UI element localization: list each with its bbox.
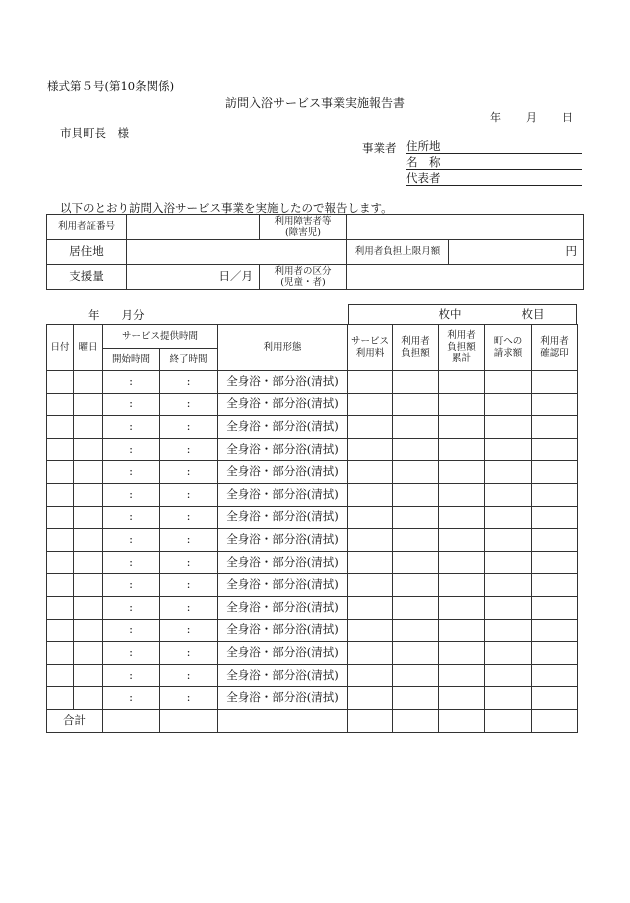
fee-cell[interactable] xyxy=(348,596,393,619)
start-time-cell-text: : xyxy=(129,554,133,569)
town-claim-cell[interactable] xyxy=(485,371,532,394)
cumulative-cell[interactable] xyxy=(439,506,485,529)
residence-label: 居住地 xyxy=(47,240,127,265)
cumulative-cell[interactable] xyxy=(439,551,485,574)
cumulative-cell[interactable] xyxy=(439,574,485,597)
usage-cell-text: 全身浴・部分浴(清拭) xyxy=(226,464,339,479)
total-cell[interactable] xyxy=(393,709,439,732)
cumulative-cell[interactable] xyxy=(439,664,485,687)
burden-cell[interactable] xyxy=(393,596,439,619)
usage-cell-text: 全身浴・部分浴(清拭) xyxy=(226,599,339,614)
fee-cell[interactable] xyxy=(348,438,393,461)
table-row xyxy=(47,371,578,394)
form-number: 様式第５号(第10条関係) xyxy=(47,79,175,93)
category-label-line2: (児童・者) xyxy=(280,277,326,288)
col-burden-header xyxy=(393,325,439,371)
table-row xyxy=(47,687,578,710)
col-cumulative-line2: 負担額 xyxy=(447,341,476,353)
usage-cell-text: 全身浴・部分浴(清拭) xyxy=(226,622,339,637)
weekday-cell[interactable] xyxy=(74,619,103,642)
town-claim-cell[interactable] xyxy=(485,664,532,687)
end-time-cell[interactable] xyxy=(160,551,218,574)
cumulative-cell[interactable] xyxy=(439,438,485,461)
cap-input[interactable] xyxy=(449,240,584,265)
start-time-cell-text: : xyxy=(129,373,133,388)
sheet-count-cell[interactable] xyxy=(349,305,577,325)
fee-cell[interactable] xyxy=(348,574,393,597)
table-row xyxy=(47,393,578,416)
usage-cell-text: 全身浴・部分浴(清拭) xyxy=(226,441,339,456)
usage-cell[interactable] xyxy=(218,461,348,484)
col-cumulative-line1: 利用者 xyxy=(447,330,476,342)
end-time-cell[interactable] xyxy=(160,664,218,687)
cumulative-cell[interactable] xyxy=(439,461,485,484)
start-time-cell-text: : xyxy=(129,667,133,682)
confirm-cell[interactable] xyxy=(532,574,578,597)
date-cell[interactable] xyxy=(47,416,74,439)
total-cell[interactable] xyxy=(103,709,160,732)
start-time-cell[interactable] xyxy=(103,619,160,642)
weekday-cell[interactable] xyxy=(74,529,103,552)
col-usage-header: 利用形態 xyxy=(218,325,348,371)
burden-cell[interactable] xyxy=(393,393,439,416)
col-town-claim-line2: 請求額 xyxy=(493,347,523,359)
confirm-cell[interactable] xyxy=(532,619,578,642)
fee-cell[interactable] xyxy=(348,371,393,394)
usage-cell-text: 全身浴・部分浴(清拭) xyxy=(226,645,339,660)
end-time-cell[interactable] xyxy=(160,416,218,439)
usage-cell-text: 全身浴・部分浴(清拭) xyxy=(226,396,339,411)
start-time-cell[interactable] xyxy=(103,642,160,665)
start-time-cell-text: : xyxy=(129,622,133,637)
intro-text: 以下のとおり訪問入浴サービス事業を実施したので報告します。 xyxy=(60,201,393,215)
burden-cell[interactable] xyxy=(393,664,439,687)
end-time-cell[interactable] xyxy=(160,393,218,416)
end-time-cell-text: : xyxy=(186,690,191,705)
start-time-cell-text: : xyxy=(129,645,133,660)
provider-name-field[interactable] xyxy=(406,154,582,170)
end-time-cell[interactable] xyxy=(160,529,218,552)
col-weekday-header: 曜日 xyxy=(74,325,103,371)
confirm-cell[interactable] xyxy=(532,438,578,461)
addressee: 市貝町長 様 xyxy=(60,126,129,140)
date-cell[interactable] xyxy=(47,393,74,416)
town-claim-cell[interactable] xyxy=(485,529,532,552)
confirm-cell[interactable] xyxy=(532,596,578,619)
total-cell[interactable] xyxy=(532,709,578,732)
end-time-cell-text: : xyxy=(186,464,191,479)
town-claim-cell[interactable] xyxy=(485,596,532,619)
fee-cell[interactable] xyxy=(348,506,393,529)
burden-cell[interactable] xyxy=(393,551,439,574)
page-title: 訪問入浴サービス事業実施報告書 xyxy=(224,96,405,110)
burden-cell[interactable] xyxy=(393,687,439,710)
end-time-cell[interactable] xyxy=(160,483,218,506)
cumulative-cell[interactable] xyxy=(439,393,485,416)
user-cert-no-label: 利用者証番号 xyxy=(47,215,127,240)
usage-cell-text: 全身浴・部分浴(清拭) xyxy=(226,554,339,569)
date-cell[interactable] xyxy=(47,574,74,597)
total-label: 合計 xyxy=(47,709,103,732)
confirm-cell[interactable] xyxy=(532,506,578,529)
cumulative-cell[interactable] xyxy=(439,529,485,552)
fee-cell[interactable] xyxy=(348,687,393,710)
user-info-table xyxy=(46,214,584,290)
date-cell[interactable] xyxy=(47,664,74,687)
town-claim-cell[interactable] xyxy=(485,619,532,642)
table-row xyxy=(47,461,578,484)
end-time-cell-text: : xyxy=(186,373,191,388)
confirm-cell[interactable] xyxy=(532,483,578,506)
cumulative-cell[interactable] xyxy=(439,687,485,710)
table-row xyxy=(47,551,578,574)
start-time-cell[interactable] xyxy=(103,551,160,574)
weekday-cell[interactable] xyxy=(74,551,103,574)
fee-cell[interactable] xyxy=(348,483,393,506)
usage-cell-text: 全身浴・部分浴(清拭) xyxy=(226,419,339,434)
usage-cell-text: 全身浴・部分浴(清拭) xyxy=(226,509,339,524)
date-cell[interactable] xyxy=(47,371,74,394)
end-time-cell[interactable] xyxy=(160,619,218,642)
fee-cell[interactable] xyxy=(348,393,393,416)
start-time-cell-text: : xyxy=(129,690,133,705)
cumulative-cell[interactable] xyxy=(439,642,485,665)
fee-cell[interactable] xyxy=(348,664,393,687)
end-time-cell[interactable] xyxy=(160,438,218,461)
disabled-user-label-line1: 利用障害者等 xyxy=(274,215,332,227)
col-burden-line2: 負担額 xyxy=(401,347,430,359)
days-per-month-unit: 日／月 xyxy=(218,269,253,284)
sheet-count-box xyxy=(348,304,577,325)
burden-cell[interactable] xyxy=(393,642,439,665)
col-confirm-header xyxy=(532,325,578,371)
fee-cell[interactable] xyxy=(348,416,393,439)
end-time-cell[interactable] xyxy=(160,596,218,619)
sheet-page-label: 枚目 xyxy=(521,306,545,321)
town-claim-cell[interactable] xyxy=(485,416,532,439)
table-row xyxy=(47,483,578,506)
service-record-table xyxy=(46,324,578,733)
end-time-cell[interactable] xyxy=(160,506,218,529)
category-input[interactable] xyxy=(347,265,584,290)
table-row xyxy=(47,619,578,642)
weekday-cell[interactable] xyxy=(74,506,103,529)
col-burden-line1: 利用者 xyxy=(401,336,430,348)
town-claim-cell[interactable] xyxy=(485,438,532,461)
end-time-cell[interactable] xyxy=(160,642,218,665)
total-cell[interactable] xyxy=(218,709,348,732)
provider-name-label: 名 称 xyxy=(406,155,441,169)
usage-cell[interactable] xyxy=(218,551,348,574)
usage-cell[interactable] xyxy=(218,506,348,529)
col-fee-line1: サービス xyxy=(351,336,390,348)
burden-cell[interactable] xyxy=(393,506,439,529)
total-cell[interactable] xyxy=(439,709,485,732)
usage-cell-text: 全身浴・部分浴(清拭) xyxy=(226,486,339,501)
date-cell[interactable] xyxy=(47,461,74,484)
date-cell[interactable] xyxy=(47,483,74,506)
end-time-cell-text: : xyxy=(186,577,191,592)
usage-cell-text: 全身浴・部分浴(清拭) xyxy=(226,667,339,682)
col-fee-header xyxy=(348,325,393,371)
town-claim-cell[interactable] xyxy=(485,506,532,529)
fee-cell[interactable] xyxy=(348,461,393,484)
table-row xyxy=(47,416,578,439)
usage-cell-text: 全身浴・部分浴(清拭) xyxy=(226,532,339,547)
usage-cell-text: 全身浴・部分浴(清拭) xyxy=(226,690,339,705)
usage-cell-text: 全身浴・部分浴(清拭) xyxy=(226,373,339,388)
weekday-cell[interactable] xyxy=(74,664,103,687)
confirm-cell[interactable] xyxy=(532,642,578,665)
start-time-cell[interactable] xyxy=(103,416,160,439)
fee-cell[interactable] xyxy=(348,619,393,642)
burden-cell[interactable] xyxy=(393,619,439,642)
start-time-cell[interactable] xyxy=(103,529,160,552)
date-cell[interactable] xyxy=(47,619,74,642)
start-time-cell[interactable] xyxy=(103,596,160,619)
end-time-cell-text: : xyxy=(186,554,191,569)
cap-label: 利用者負担上限月額 xyxy=(347,240,449,265)
weekday-cell[interactable] xyxy=(74,483,103,506)
end-time-cell-text: : xyxy=(186,441,191,456)
user-cert-no-input[interactable] xyxy=(127,215,260,240)
date-day-label: 日 xyxy=(562,111,573,124)
confirm-cell[interactable] xyxy=(532,461,578,484)
weekday-cell[interactable] xyxy=(74,574,103,597)
end-time-cell-text: : xyxy=(186,532,191,547)
burden-cell[interactable] xyxy=(393,574,439,597)
usage-cell[interactable] xyxy=(218,438,348,461)
col-end-header: 終了時間 xyxy=(160,349,218,371)
burden-cell[interactable] xyxy=(393,461,439,484)
town-claim-cell[interactable] xyxy=(485,551,532,574)
burden-cell[interactable] xyxy=(393,529,439,552)
end-time-cell[interactable] xyxy=(160,371,218,394)
provider-representative-label: 代表者 xyxy=(406,171,441,185)
end-time-cell-text: : xyxy=(186,622,191,637)
end-time-cell[interactable] xyxy=(160,461,218,484)
col-town-claim-line1: 町への xyxy=(493,336,523,348)
confirm-cell[interactable] xyxy=(532,416,578,439)
town-claim-cell[interactable] xyxy=(485,461,532,484)
usage-cell[interactable] xyxy=(218,483,348,506)
usage-cell[interactable] xyxy=(218,642,348,665)
table-row xyxy=(47,574,578,597)
confirm-cell[interactable] xyxy=(532,371,578,394)
col-town-claim-header xyxy=(485,325,532,371)
town-claim-cell[interactable] xyxy=(485,393,532,416)
end-time-cell-text: : xyxy=(186,419,191,434)
start-time-cell-text: : xyxy=(129,464,133,479)
category-label xyxy=(260,265,347,290)
weekday-cell[interactable] xyxy=(74,438,103,461)
start-time-cell[interactable] xyxy=(103,461,160,484)
start-time-cell-text: : xyxy=(129,532,133,547)
start-time-cell-text: : xyxy=(129,509,133,524)
period-month: 月分 xyxy=(121,308,145,322)
town-claim-cell[interactable] xyxy=(485,483,532,506)
start-time-cell[interactable] xyxy=(103,483,160,506)
start-time-cell[interactable] xyxy=(103,438,160,461)
fee-cell[interactable] xyxy=(348,529,393,552)
table-row xyxy=(47,529,578,552)
weekday-cell[interactable] xyxy=(74,371,103,394)
town-claim-cell[interactable] xyxy=(485,574,532,597)
usage-cell-text: 全身浴・部分浴(清拭) xyxy=(226,577,339,592)
town-claim-cell[interactable] xyxy=(485,642,532,665)
burden-cell[interactable] xyxy=(393,371,439,394)
start-time-cell[interactable] xyxy=(103,371,160,394)
end-time-cell-text: : xyxy=(186,667,191,682)
table-row xyxy=(47,596,578,619)
disabled-user-label-line2: (障害児) xyxy=(285,227,321,238)
end-time-cell-text: : xyxy=(186,486,191,501)
usage-cell[interactable] xyxy=(218,664,348,687)
confirm-cell[interactable] xyxy=(532,529,578,552)
start-time-cell-text: : xyxy=(129,577,133,592)
end-time-cell-text: : xyxy=(186,509,191,524)
start-time-cell[interactable] xyxy=(103,664,160,687)
date-cell[interactable] xyxy=(47,438,74,461)
date-cell[interactable] xyxy=(47,687,74,710)
period-year: 年 xyxy=(88,308,100,322)
start-time-cell-text: : xyxy=(129,441,133,456)
end-time-cell-text: : xyxy=(186,645,191,660)
date-year-label: 年 xyxy=(490,111,501,124)
usage-cell[interactable] xyxy=(218,416,348,439)
col-start-header: 開始時間 xyxy=(103,349,160,371)
col-cumulative-header xyxy=(439,325,485,371)
support-amount-input[interactable] xyxy=(127,265,260,290)
period-label xyxy=(88,307,145,323)
town-claim-cell[interactable] xyxy=(485,687,532,710)
usage-cell[interactable] xyxy=(218,574,348,597)
col-date-header: 日付 xyxy=(47,325,74,371)
yen-unit: 円 xyxy=(565,244,577,259)
total-cell[interactable] xyxy=(348,709,393,732)
end-time-cell-text: : xyxy=(186,599,191,614)
start-time-cell-text: : xyxy=(129,419,133,434)
usage-cell[interactable] xyxy=(218,393,348,416)
start-time-cell-text: : xyxy=(129,396,133,411)
weekday-cell[interactable] xyxy=(74,642,103,665)
burden-cell[interactable] xyxy=(393,438,439,461)
provider-address-label: 住所地 xyxy=(406,139,441,153)
confirm-cell[interactable] xyxy=(532,687,578,710)
col-confirm-line2: 確認印 xyxy=(540,347,569,359)
cumulative-cell[interactable] xyxy=(439,596,485,619)
cumulative-cell[interactable] xyxy=(439,619,485,642)
start-time-cell-text: : xyxy=(129,486,133,501)
burden-cell[interactable] xyxy=(393,483,439,506)
category-label-line1: 利用者の区分 xyxy=(274,265,332,277)
col-confirm-line1: 利用者 xyxy=(540,336,569,348)
sheet-of-label: 枚中 xyxy=(438,306,462,321)
weekday-cell[interactable] xyxy=(74,461,103,484)
col-cumulative-line3: 累計 xyxy=(452,353,472,365)
fee-cell[interactable] xyxy=(348,642,393,665)
disabled-user-label xyxy=(260,215,347,240)
weekday-cell[interactable] xyxy=(74,393,103,416)
weekday-cell[interactable] xyxy=(74,416,103,439)
provider-label: 事業者 xyxy=(362,141,397,155)
weekday-cell[interactable] xyxy=(74,596,103,619)
cumulative-cell[interactable] xyxy=(439,416,485,439)
table-row xyxy=(47,664,578,687)
end-time-cell[interactable] xyxy=(160,687,218,710)
usage-cell[interactable] xyxy=(218,687,348,710)
provider-representative-field[interactable] xyxy=(406,170,582,186)
residence-input[interactable] xyxy=(127,240,347,265)
burden-cell[interactable] xyxy=(393,416,439,439)
end-time-cell-text: : xyxy=(186,396,191,411)
usage-cell[interactable] xyxy=(218,371,348,394)
table-row xyxy=(47,438,578,461)
usage-cell[interactable] xyxy=(218,619,348,642)
start-time-cell[interactable] xyxy=(103,687,160,710)
date-month-label: 月 xyxy=(526,111,537,124)
end-time-cell[interactable] xyxy=(160,574,218,597)
col-fee-line2: 利用料 xyxy=(355,347,385,359)
table-row xyxy=(47,642,578,665)
fee-cell[interactable] xyxy=(348,551,393,574)
provider-address-field[interactable] xyxy=(406,138,582,154)
cumulative-cell[interactable] xyxy=(439,371,485,394)
weekday-cell[interactable] xyxy=(74,687,103,710)
date-cell[interactable] xyxy=(47,642,74,665)
usage-cell[interactable] xyxy=(218,529,348,552)
start-time-cell-text: : xyxy=(129,599,133,614)
start-time-cell[interactable] xyxy=(103,506,160,529)
confirm-cell[interactable] xyxy=(532,393,578,416)
start-time-cell[interactable] xyxy=(103,574,160,597)
total-cell[interactable] xyxy=(160,709,218,732)
confirm-cell[interactable] xyxy=(532,551,578,574)
usage-cell[interactable] xyxy=(218,596,348,619)
col-service-time-header: サービス提供時間 xyxy=(103,325,218,349)
date-cell[interactable] xyxy=(47,596,74,619)
date-cell[interactable] xyxy=(47,529,74,552)
date-cell[interactable] xyxy=(47,506,74,529)
support-amount-label: 支援量 xyxy=(47,265,127,290)
cumulative-cell[interactable] xyxy=(439,483,485,506)
disabled-user-input[interactable] xyxy=(347,215,584,240)
total-cell[interactable] xyxy=(485,709,532,732)
table-row xyxy=(47,506,578,529)
confirm-cell[interactable] xyxy=(532,664,578,687)
date-cell[interactable] xyxy=(47,551,74,574)
start-time-cell[interactable] xyxy=(103,393,160,416)
